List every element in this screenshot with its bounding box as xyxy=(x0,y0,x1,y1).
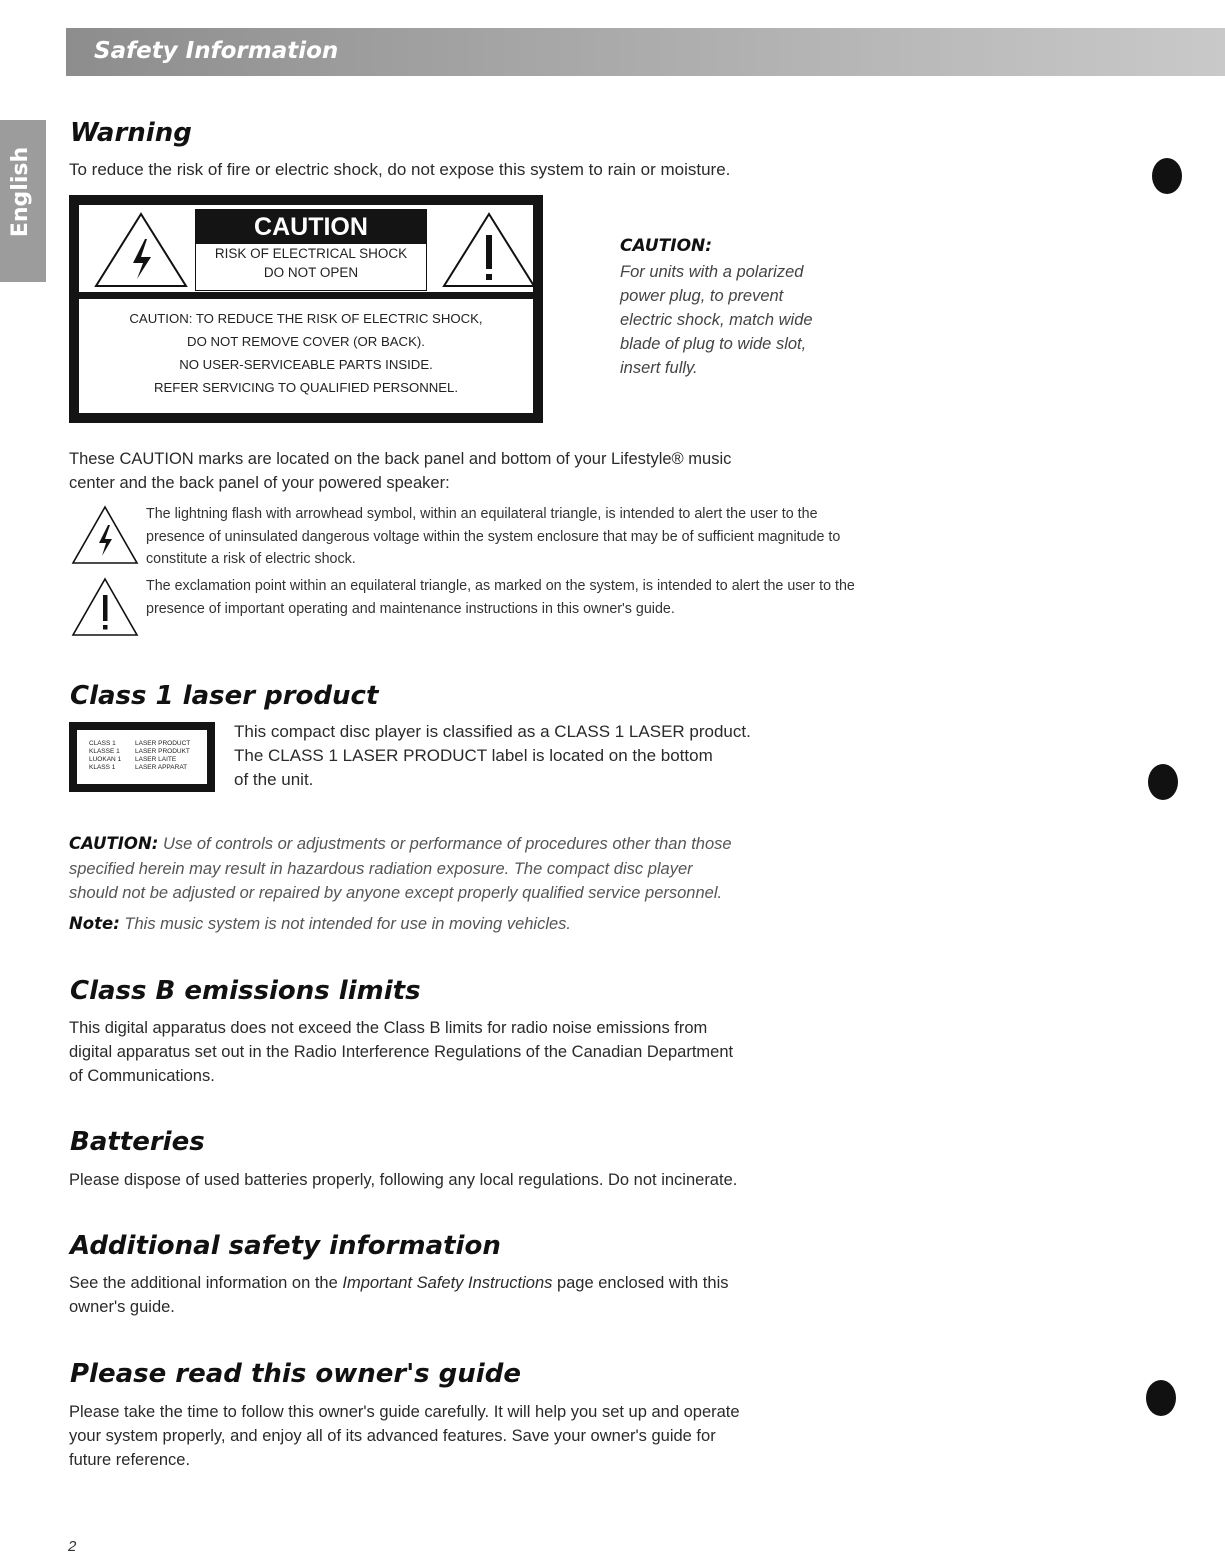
laser-label-row xyxy=(89,748,207,756)
caution-sign xyxy=(195,209,427,291)
laser-description-line: The CLASS 1 LASER PRODUCT label is located on the bottom xyxy=(234,746,713,765)
important-safety-instructions-ref: Important Safety Instructions xyxy=(342,1274,553,1292)
polarized-plug-caution-line: electric shock, match wide xyxy=(620,311,813,329)
laser-caution xyxy=(69,832,889,906)
laser-caution-line: specified herein may result in hazardous radiation exposure. The compact disc player xyxy=(69,859,693,878)
caution-label-box xyxy=(69,195,543,423)
laser-description xyxy=(234,720,854,792)
laser-caution-lead: CAUTION: xyxy=(69,834,159,853)
caution-label-line: NO USER-SERVICEABLE PARTS INSIDE. xyxy=(179,357,433,372)
section-title: Safety Information xyxy=(94,38,339,64)
laser-description-line: of the unit. xyxy=(234,770,314,789)
additional-safety-line: owner's guide. xyxy=(69,1298,175,1316)
caution-label-line: DO NOT REMOVE COVER (OR BACK). xyxy=(187,334,425,349)
laser-label-type: LASER PRODUKT xyxy=(135,748,190,755)
warning-heading: Warning xyxy=(70,118,192,148)
additional-safety-post: page enclosed with this xyxy=(552,1274,729,1292)
batteries-heading: Batteries xyxy=(70,1127,205,1157)
caution-label-line: REFER SERVICING TO QUALIFIED PERSONNEL. xyxy=(153,380,459,395)
caution-label-bottom xyxy=(79,299,533,413)
laser-label-class: KLASSE 1 xyxy=(89,748,120,755)
batteries-text: Please dispose of used batteries properly, following any local regulations. Do not incinerate. xyxy=(69,1171,738,1189)
laser-product-label xyxy=(69,722,215,792)
emissions-heading: Class B emissions limits xyxy=(70,976,421,1006)
emissions-text xyxy=(69,1016,869,1088)
section-header-bar xyxy=(66,28,1225,76)
caution-sign-title: CAUTION xyxy=(196,210,426,244)
note-text: This music system is not intended for use in moving vehicles. xyxy=(119,915,572,933)
binding-hole-mark xyxy=(1146,1380,1176,1416)
caution-label-top xyxy=(79,205,533,292)
additional-safety-pre: See the additional information on the xyxy=(69,1274,343,1292)
page-number: 2 xyxy=(68,1538,77,1555)
exclamation-triangle-icon xyxy=(70,575,140,639)
polarized-plug-caution-line: insert fully. xyxy=(620,359,698,377)
exclamation-triangle-icon xyxy=(441,211,537,289)
laser-label-class: KLASS 1 xyxy=(89,764,116,771)
binding-hole-mark xyxy=(1148,764,1178,800)
caution-sign-line: DO NOT OPEN xyxy=(263,265,359,280)
laser-heading: Class 1 laser product xyxy=(70,681,379,711)
emissions-line: of Communications. xyxy=(69,1067,215,1085)
language-tab xyxy=(0,120,46,282)
lightning-triangle-icon xyxy=(70,503,140,567)
laser-caution-line: should not be adjusted or repaired by anyone except properly qualified service personnel. xyxy=(69,884,723,902)
emissions-line: This digital apparatus does not exceed the Class B limits for radio noise emissions from xyxy=(69,1019,708,1037)
laser-description-line: This compact disc player is classified as a CLASS 1 LASER product. xyxy=(234,722,751,741)
laser-label-class: LUOKAN 1 xyxy=(89,756,122,763)
note-lead: Note: xyxy=(69,914,120,933)
laser-caution-line: Use of controls or adjustments or performance of procedures other than those xyxy=(158,835,732,853)
lightning-triangle-icon xyxy=(93,211,189,289)
vehicle-note xyxy=(69,912,869,936)
laser-label-row xyxy=(89,756,207,764)
additional-safety-text xyxy=(69,1271,869,1319)
caution-label-line: CAUTION: TO REDUCE THE RISK OF ELECTRIC SHOCK, xyxy=(129,311,483,326)
caution-sign-line: RISK OF ELECTRICAL SHOCK xyxy=(214,246,408,261)
polarized-plug-caution-line: power plug, to prevent xyxy=(620,287,784,305)
additional-safety-heading: Additional safety information xyxy=(70,1231,501,1261)
read-guide-line: Please take the time to follow this owner's guide carefully. It will help you set up and operate xyxy=(69,1403,740,1421)
read-guide-line: future reference. xyxy=(69,1451,191,1469)
binding-hole-mark xyxy=(1152,158,1182,194)
read-guide-line: your system properly, and enjoy all of its advanced features. Save your owner's guide for xyxy=(69,1427,716,1445)
laser-label-row xyxy=(89,764,207,772)
marks-intro-line: center and the back panel of your powered speaker: xyxy=(69,474,450,492)
emissions-line: digital apparatus set out in the Radio Interference Regulations of the Canadian Department xyxy=(69,1043,734,1061)
polarized-plug-caution xyxy=(620,236,860,380)
laser-label-type: LASER LAITE xyxy=(135,756,177,763)
laser-label-row xyxy=(89,740,207,748)
polarized-plug-caution-line: For units with a polarized xyxy=(620,263,804,281)
polarized-plug-caution-line: blade of plug to wide slot, xyxy=(620,335,807,353)
lightning-symbol-text: The lightning flash with arrowhead symbol, within an equilateral triangle, is intended to alert the user to the presence of uninsulated dangerous voltage within the system enclosure that may be of sufficient magnitude to constitute a risk of electric shock. xyxy=(146,506,841,567)
laser-label-class: CLASS 1 xyxy=(89,740,116,747)
exclamation-symbol-text: The exclamation point within an equilateral triangle, as marked on the system, is intended to alert the user to the presence of important operating and maintenance instructions in this owner's guide. xyxy=(146,578,855,617)
read-guide-text xyxy=(69,1400,869,1472)
read-guide-heading: Please read this owner's guide xyxy=(70,1359,521,1389)
laser-label-type: LASER APPARAT xyxy=(135,764,188,771)
marks-intro-line: These CAUTION marks are located on the back panel and bottom of your Lifestyle® music xyxy=(69,450,732,468)
warning-text: To reduce the risk of fire or electric shock, do not expose this system to rain or moisture. xyxy=(69,160,731,179)
laser-label-type: LASER PRODUCT xyxy=(135,740,191,747)
polarized-plug-caution-title: CAUTION: xyxy=(620,236,713,256)
language-tab-label: English xyxy=(8,146,33,238)
